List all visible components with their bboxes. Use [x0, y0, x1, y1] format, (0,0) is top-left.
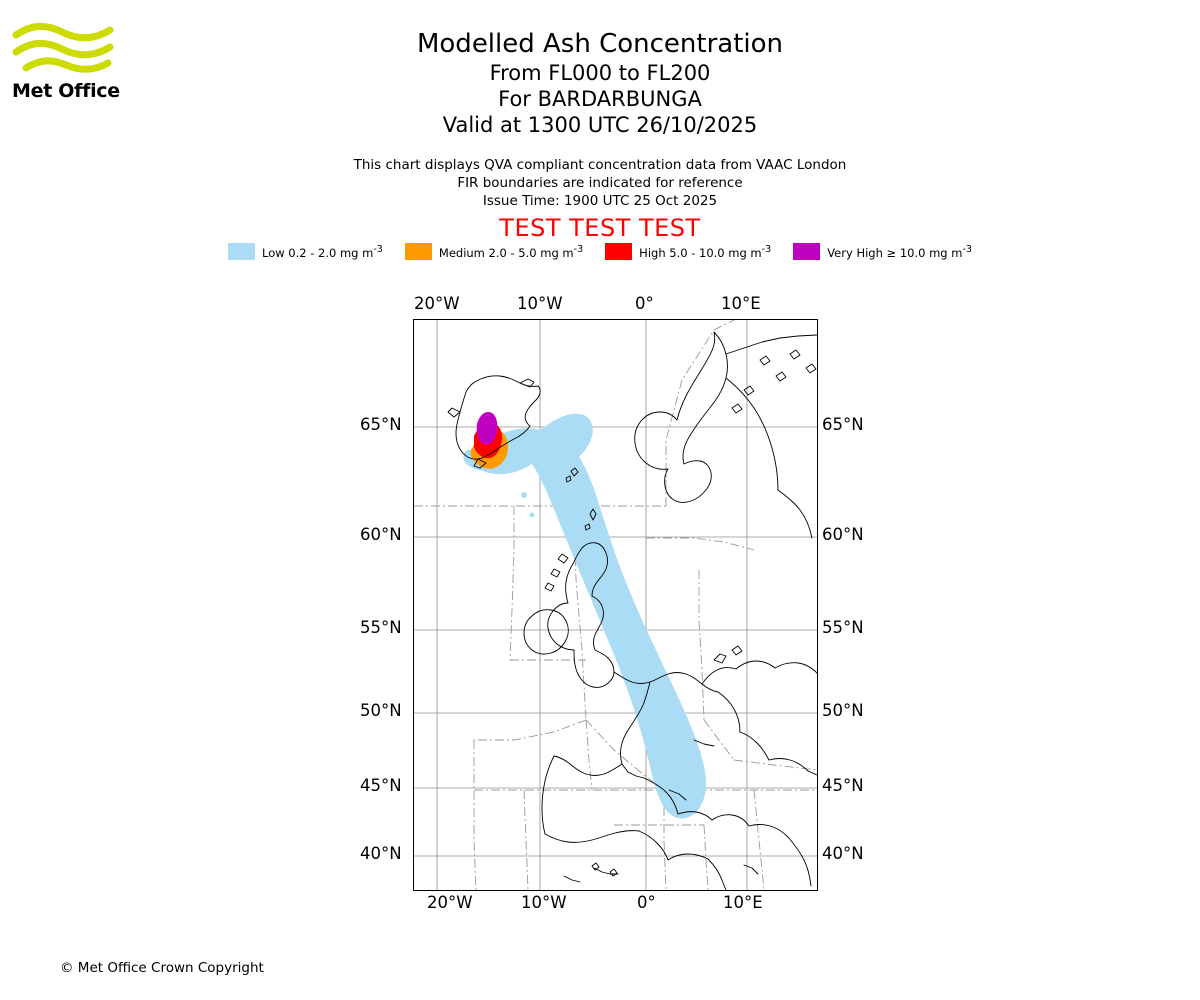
legend-item-high [605, 243, 771, 260]
title-volcano: For BARDARBUNGA [498, 87, 702, 111]
note-qva: This chart displays QVA compliant concentration data from VAAC London [353, 157, 847, 173]
concentration-legend [0, 243, 1200, 260]
axis-label-top-10e: 10°E [721, 294, 761, 313]
title-flight-levels: From FL000 to FL200 [489, 61, 711, 85]
axis-label-top-20w: 20°W [414, 294, 460, 313]
axis-label-left-60n: 60°N [360, 525, 402, 544]
legend-item-very-high [793, 243, 972, 260]
met-office-logo-text: Met Office [12, 80, 120, 102]
axis-label-left-45n: 45°N [360, 776, 402, 795]
copyright-notice: © Met Office Crown Copyright [60, 960, 264, 976]
axis-label-left-40n: 40°N [360, 844, 402, 863]
legend-swatch-medium [405, 243, 432, 260]
axis-label-right-55n: 55°N [822, 618, 864, 637]
axis-label-top-0: 0° [635, 294, 654, 313]
note-issue-time: Issue Time: 1900 UTC 25 Oct 2025 [482, 193, 718, 209]
axis-label-right-50n: 50°N [822, 701, 864, 720]
legend-label-low: Low 0.2 - 2.0 mg $m^{-3}$ [261, 243, 383, 260]
axis-label-right-45n: 45°N [822, 776, 864, 795]
chart-title-block [0, 28, 1200, 138]
axis-label-bottom-10w: 10°W [521, 893, 567, 912]
test-banner: TEST TEST TEST [499, 214, 701, 242]
legend-label-medium: Medium 2.0 - 5.0 mg $m^{-3}$ [438, 243, 584, 260]
axis-label-top-10w: 10°W [517, 294, 563, 313]
legend-item-medium [405, 243, 583, 260]
legend-swatch-high [605, 243, 632, 260]
title-valid-time: Valid at 1300 UTC 26/10/2025 [442, 113, 758, 137]
axis-label-bottom-20w: 20°W [427, 893, 473, 912]
axis-label-right-60n: 60°N [822, 525, 864, 544]
legend-label-high: High 5.0 - 10.0 mg $m^{-3}$ [639, 243, 772, 260]
note-fir: FIR boundaries are indicated for reference [457, 175, 743, 191]
chart-notes-block [0, 156, 1200, 210]
plume-low-concentration [463, 414, 706, 819]
legend-item-low [228, 243, 383, 260]
axis-label-right-40n: 40°N [822, 844, 864, 863]
axis-label-left-65n: 65°N [360, 415, 402, 434]
plume-source-concentrations [471, 412, 508, 469]
axis-label-bottom-0: 0° [637, 893, 656, 912]
page-title: Modelled Ash Concentration [416, 29, 784, 59]
axis-label-right-65n: 65°N [822, 415, 864, 434]
axis-label-left-55n: 55°N [360, 618, 402, 637]
legend-label-very-high: Very High ≥ 10.0 mg $m^{-3}$ [827, 243, 973, 260]
legend-swatch-very-high [793, 243, 820, 260]
ash-concentration-map[interactable] [413, 319, 818, 891]
legend-swatch-low [228, 243, 255, 260]
map-canvas [414, 320, 817, 890]
axis-label-left-50n: 50°N [360, 701, 402, 720]
axis-label-bottom-10e: 10°E [723, 893, 763, 912]
